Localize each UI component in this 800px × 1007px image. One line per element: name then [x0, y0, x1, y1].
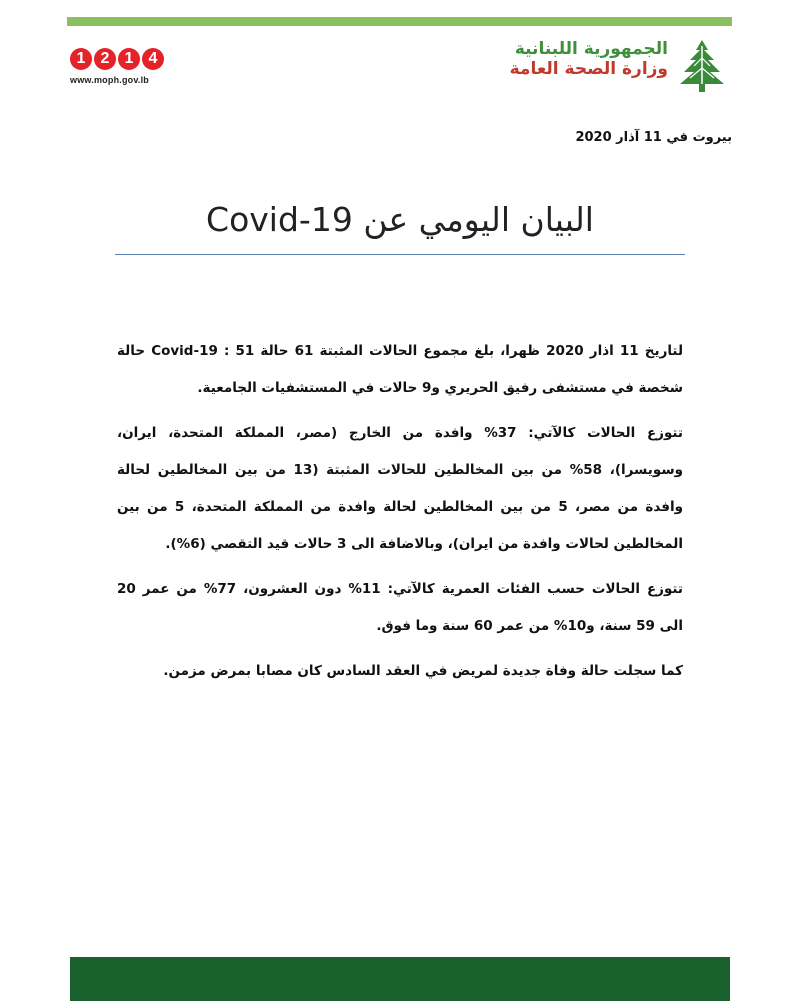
ministry-name: وزارة الصحة العامة: [509, 58, 668, 79]
paragraph-case-sources: تتوزع الحالات كالآتي: 37% وافدة من الخارج (مصر، المملكة المتحدة، ايران، وسويسرا)، 58% من بين المخالطين للحالات المثبتة (13 من بين المخالطين لحالة وافدة من مصر، 5 من بين المخالطين لحالة وافدة من المملكة المتحدة، 5 من بين المخالطين لحالات وافدة من ايران)، وبالاضافة الى 3 حالات قيد التقصي (6%).: [117, 425, 683, 552]
cedar-icon: [674, 36, 730, 94]
hotline-digit: 1: [70, 48, 92, 70]
ministry-name-block: [510, 40, 668, 79]
header-top-bar: [67, 17, 732, 26]
document-date: بيروت في 11 آذار 2020: [575, 130, 732, 145]
hotline-digit: 1: [118, 48, 140, 70]
ministry-logo: [480, 36, 730, 96]
title-underline: [115, 254, 685, 255]
paragraph-age-groups: تتوزع الحالات حسب الفئات العمرية كالآتي: 11% دون العشرون، 77% من عمر 20 الى 59 سنة، و10% من عمر 60 سنة وما فوق.: [117, 581, 683, 634]
hotline-logo: [70, 48, 190, 98]
hotline-digit: 2: [94, 48, 116, 70]
website-url: www.moph.gov.lb: [70, 75, 149, 85]
paragraph-new-death: كما سجلت حالة وفاة جديدة لمريض في العقد السادس كان مصابا بمرض مزمن.: [163, 663, 683, 679]
hotline-number: [70, 48, 190, 70]
hotline-digit: 4: [142, 48, 164, 70]
footer-bar: [70, 957, 730, 1001]
paragraph-total-cases: لتاريخ 11 اذار 2020 ظهرا، بلغ مجموع الحالات المثبتة 61 حالة Covid-19 : 51 حالة شخصة في مستشفى رفيق الحريري و9 حالات في المستشفيات الجامعية.: [117, 343, 684, 396]
page-title: البيان اليومي عن Covid-19: [206, 200, 594, 239]
statement-body: [117, 333, 683, 698]
republic-name: الجمهورية اللبنانية: [514, 39, 668, 59]
